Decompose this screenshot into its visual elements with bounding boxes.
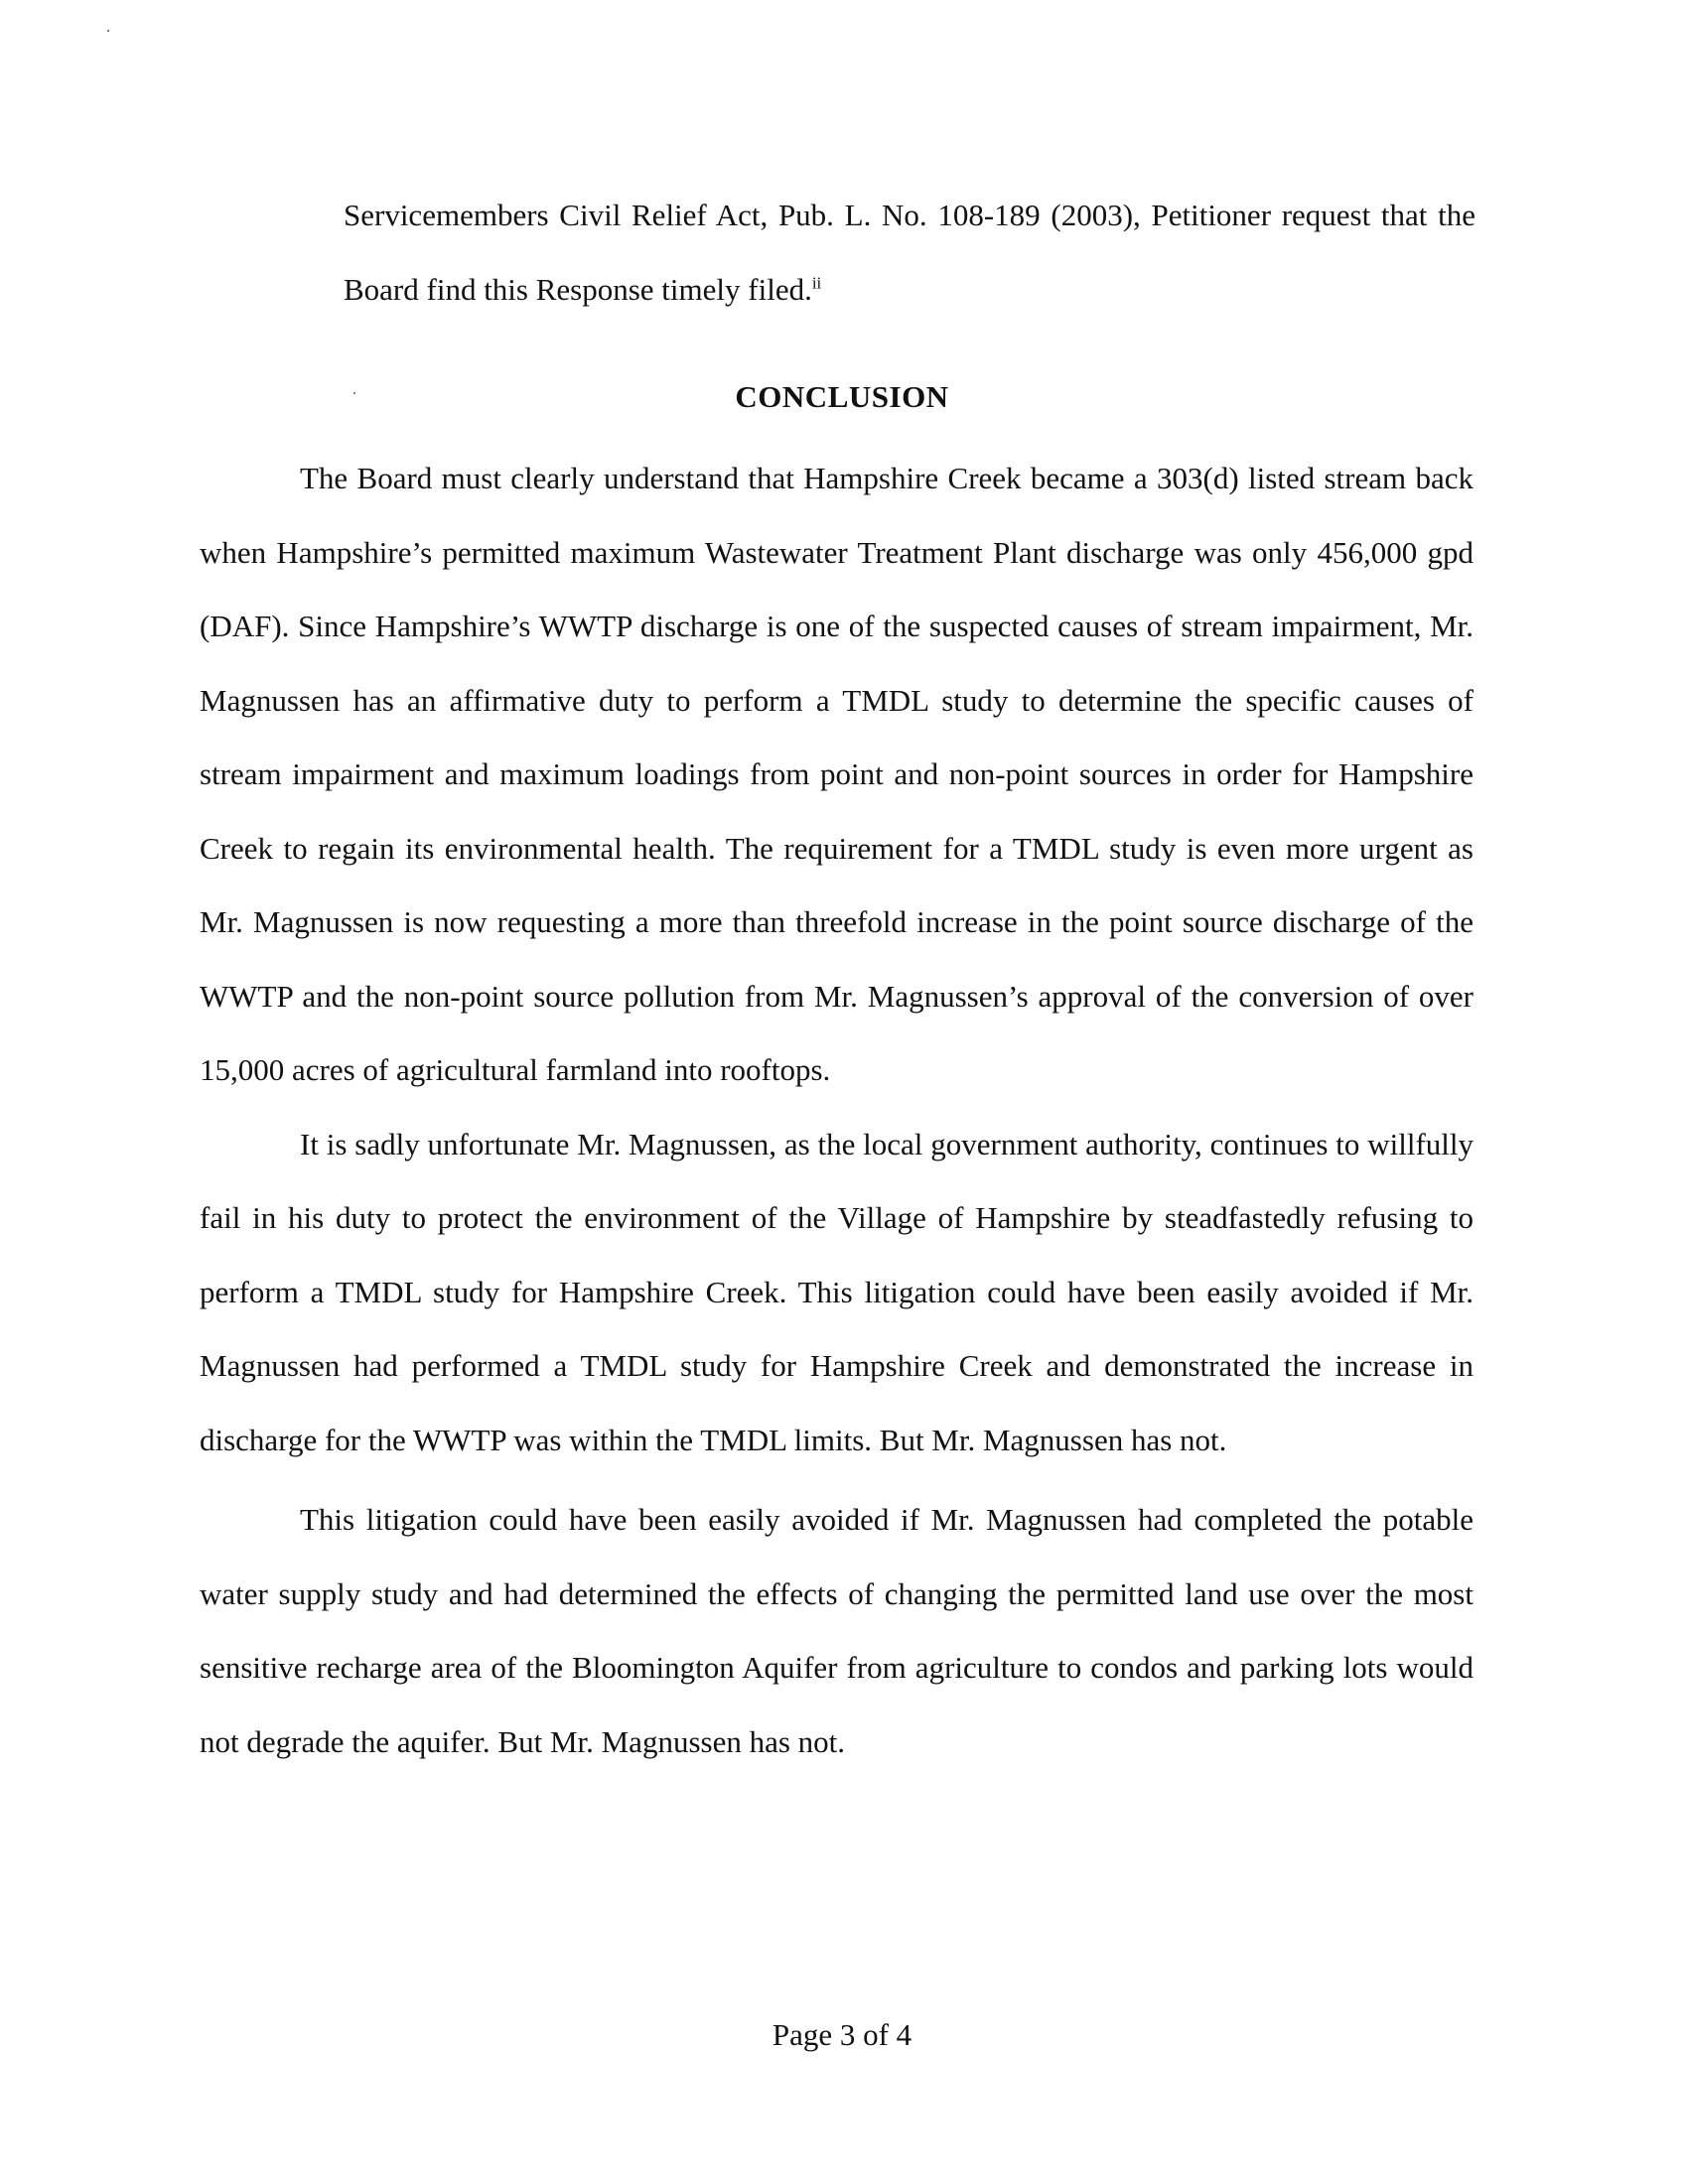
body-paragraph-3: This litigation could have been easily avoided if Mr. Magnussen had completed the potable water supply study and had determined the effects of changing the permitted land use over the most sensitive recharge area of the Bloomington Aquifer from agriculture to condos and parking lots would not degrade the aquifer. But Mr. Magnussen has not. (200, 1502, 1474, 1759)
section-heading: CONCLUSION (735, 379, 949, 414)
intro-text: Servicemembers Civil Relief Act, Pub. L. No. 108-189 (2003), Petitioner request that the Board find this Response timely filed. (344, 198, 1475, 307)
scan-speck (107, 30, 109, 32)
body-paragraph-1: The Board must clearly understand that Hampshire Creek became a 303(d) listed stream back when Hampshire’s permitted maximum Wastewater Treatment Plant discharge was only 456,000 gpd (DAF). Since Hampshire’s WWTP discharge is one of the suspected causes of stream impairment, Mr. Magnussen has an affirmative duty to perform a TMDL study to determine the specific causes of stream impairment and maximum loadings from point and non-point sources in order for Hampshire Creek to regain its environmental health. The requirement for a TMDL study is even more urgent as Mr. Magnussen is now requesting a more than threefold increase in the point source discharge of the WWTP and the non-point source pollution from Mr. Magnussen’s approval of the conversion of over 15,000 acres of agricultural farmland into rooftops. (200, 461, 1474, 1087)
intro-continuation (344, 179, 1475, 327)
footnote-reference: ii (811, 273, 822, 293)
conclusion-body (200, 442, 1474, 1779)
body-paragraph-2: It is sadly unfortunate Mr. Magnussen, as the local government authority, continues to willfully fail in his duty to protect the environment of the Village of Hampshire by steadfastedly refusing to perform a TMDL study for Hampshire Creek. This litigation could have been easily avoided if Mr. Magnussen had performed a TMDL study for Hampshire Creek and demonstrated the increase in discharge for the WWTP was within the TMDL limits. But Mr. Magnussen has not. (200, 1126, 1474, 1457)
page-number: Page 3 of 4 (772, 2017, 912, 2052)
intro-paragraph (344, 179, 1475, 327)
